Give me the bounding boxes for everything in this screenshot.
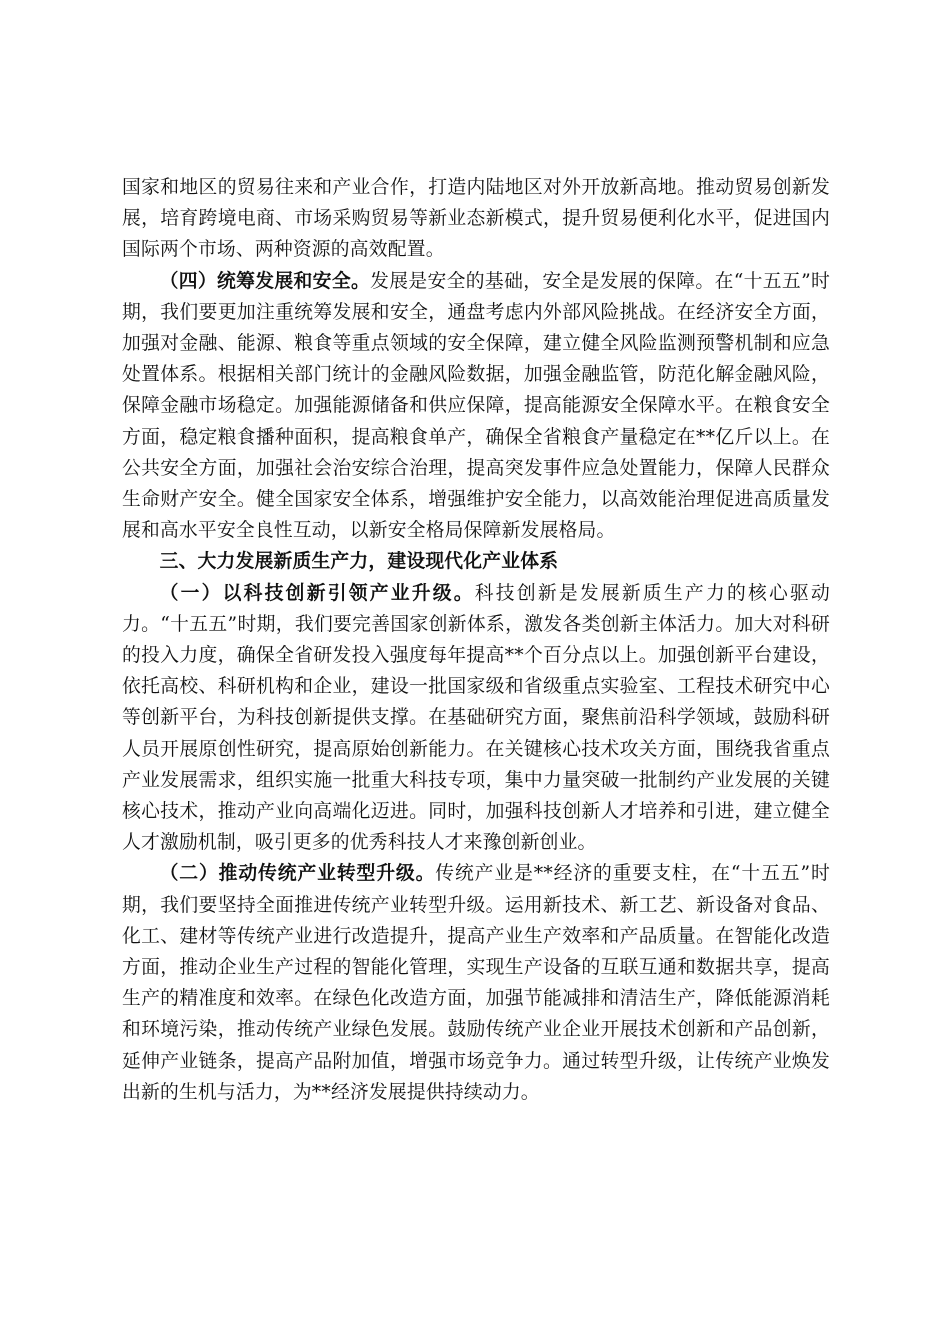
section-lead-4: （四）统筹发展和安全。: [159, 270, 371, 292]
paragraph-text: 传统产业是**经济的重要支柱，在“十五五”时期，我们要坚持全面推进传统产业转型升级。运用新技术、新工艺、新设备对食品、化工、建材等传统产业进行改造提升，提高产业生产效率和产品质量。在智能化改造方面，推动企业生产过程的智能化管理，实现生产设备的互联互通和数据共享，提高生产的精准度和效率。在绿色化改造方面，加强节能减排和清洁生产，降低能源消耗和环境污染，推动传统产业绿色发展。鼓励传统产业企业开展技术创新和产品创新，延伸产业链条，提高产品附加值，增强市场竞争力。通过转型升级，让传统产业焕发出新的生机与活力，为**经济发展提供持续动力。: [122, 863, 830, 1103]
paragraph-tech-innovation: [122, 578, 830, 859]
paragraph-trade-continuation: [122, 172, 830, 266]
section-lead-1: （一）以科技创新引领产业升级。: [159, 582, 475, 604]
paragraph-text: 发展是安全的基础，安全是发展的保障。在“十五五”时期，我们要更加注重统筹发展和安全，通盘考虑内外部风险挑战。在经济安全方面，加强对金融、能源、粮食等重点领域的安全保障，建立健全风险监测预警机制和应急处置体系。根据相关部门统计的金融风险数据，加强金融监管，防范化解金融风险，保障金融市场稳定。加强能源储备和供应保障，提高能源安全保障水平。在粮食安全方面，稳定粮食播种面积，提高粮食单产，确保全省粮食产量稳定在**亿斤以上。在公共安全方面，加强社会治安综合治理，提高突发事件应急处置能力，保障人民群众生命财产安全。健全国家安全体系，增强维护安全能力，以高效能治理促进高质量发展和高水平安全良性互动，以新安全格局保障新发展格局。: [122, 270, 831, 542]
paragraph-text: 科技创新是发展新质生产力的核心驱动力。“十五五”时期，我们要完善国家创新体系，激发各类创新主体活力。加大对科研的投入力度，确保全省研发投入强度每年提高**个百分点以上。加强创新平台建设，依托高校、科研机构和企业，建设一批国家级和省级重点实验室、工程技术研究中心等创新平台，为科技创新提供支撑。在基础研究方面，聚焦前沿科学领域，鼓励科研人员开展原创性研究，提高原始创新能力。在关键核心技术攻关方面，围绕我省重点产业发展需求，组织实施一批重大科技专项，集中力量突破一批制约产业发展的关键核心技术，推动产业向高端化迈进。同时，加强科技创新人才培养和引进，建立健全人才激励机制，吸引更多的优秀科技人才来豫创新创业。: [122, 582, 830, 854]
paragraph-development-security: [122, 266, 830, 547]
paragraph-traditional-industry: [122, 858, 830, 1108]
section-lead-2: （二）推动传统产业转型升级。: [159, 863, 436, 885]
document-page: [122, 172, 830, 1108]
section-heading-3: 三、大力发展新质生产力，建设现代化产业体系: [159, 551, 559, 573]
paragraph-text: 国家和地区的贸易往来和产业合作，打造内陆地区对外开放新高地。推动贸易创新发展，培育跨境电商、市场采购贸易等新业态新模式，提升贸易便利化水平，促进国内国际两个市场、两种资源的高效配置。: [122, 177, 830, 261]
